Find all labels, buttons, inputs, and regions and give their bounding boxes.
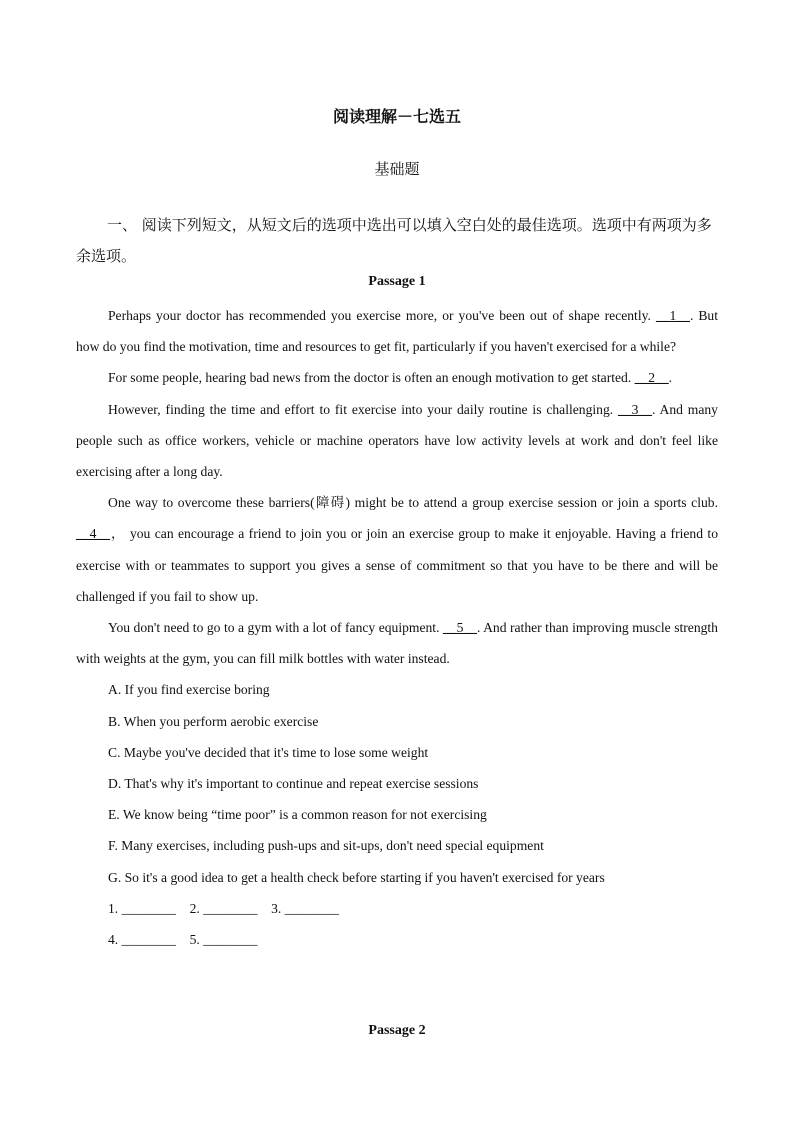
paragraph-2-text-a: For some people, hearing bad news from the doctor is often an enough motivation to get started. [108,370,635,386]
passage-2-heading: Passage 2 [368,1023,426,1038]
paragraph-2 [76,362,718,393]
paragraph-4-text-a: One way to overcome these barriers(障碍) might be to attend a group exercise session or join a sports club. [108,495,718,511]
blank-4: __4__ [76,526,110,542]
paragraph-4 [76,487,718,612]
option-g: G. So it's a good idea to get a health check before starting if you haven't exercised for years [108,869,605,885]
paragraph-3-text-a: However, finding the time and effort to fit exercise into your daily routine is challenging. [108,401,619,417]
section-subtitle: 基础题 [374,160,420,178]
paragraph-3-text-b: . And many people such as office workers, vehicle or machine operators have low activity levels at work and don't feel like exercising after a long day. [76,401,718,480]
paragraph-1 [76,300,718,362]
blank-2: __2__ [634,370,669,386]
paragraph-5-text-a: You don't need to go to a gym with a lot of fancy equipment. [108,620,443,636]
document-title: 阅读理解－七选五 [332,107,461,126]
paragraph-4-text-b: ， you can encourage a friend to join you or join an exercise group to make it enjoyable. Having a friend to exercise with or teammates to support you gives a sense of commitment so that you have to be there and will be challenged if you fail to show up. [76,526,718,604]
blank-1: __1__ [655,308,690,323]
option-a: A. If you find exercise boring [108,682,270,698]
passage-1-body [76,300,718,955]
option-d: D. That's why it's important to continue and repeat exercise sessions [108,776,479,792]
paragraph-5 [76,612,718,674]
blank-3: __3__ [618,401,652,417]
paragraph-1-text-a: Perhaps your doctor has recommended you exercise more, or you've been out of shape recently. [108,308,656,323]
answer-row-2: 4. ________ 5. ________ [108,932,258,948]
paragraph-5-text-b: . And rather than improving muscle strength with weights at the gym, you can fill milk bottles with water instead. [76,620,718,667]
option-b: B. When you perform aerobic exercise [108,713,319,729]
option-c: C. Maybe you've decided that it's time to lose some weight [108,744,429,760]
blank-5: __5__ [442,620,477,636]
passage-1-heading: Passage 1 [368,274,426,289]
instruction-text: 一、 阅读下列短文，从短文后的选项中选出可以填入空白处的最佳选项。选项中有两项为多余选项。 [76,216,712,265]
paragraph-3 [76,394,718,488]
answer-row-1: 1. ________ 2. ________ 3. ________ [108,900,340,916]
option-e: E. We know being “time poor” is a common reason for not exercising [108,807,487,823]
paragraph-1-text-b: . But how do you find the motivation, time and resources to get fit, particularly if you haven't exercised for a while? [76,308,718,355]
paragraph-2-text-b: . [668,370,673,386]
option-f: F. Many exercises, including push-ups and sit-ups, don't need special equipment [108,838,544,854]
